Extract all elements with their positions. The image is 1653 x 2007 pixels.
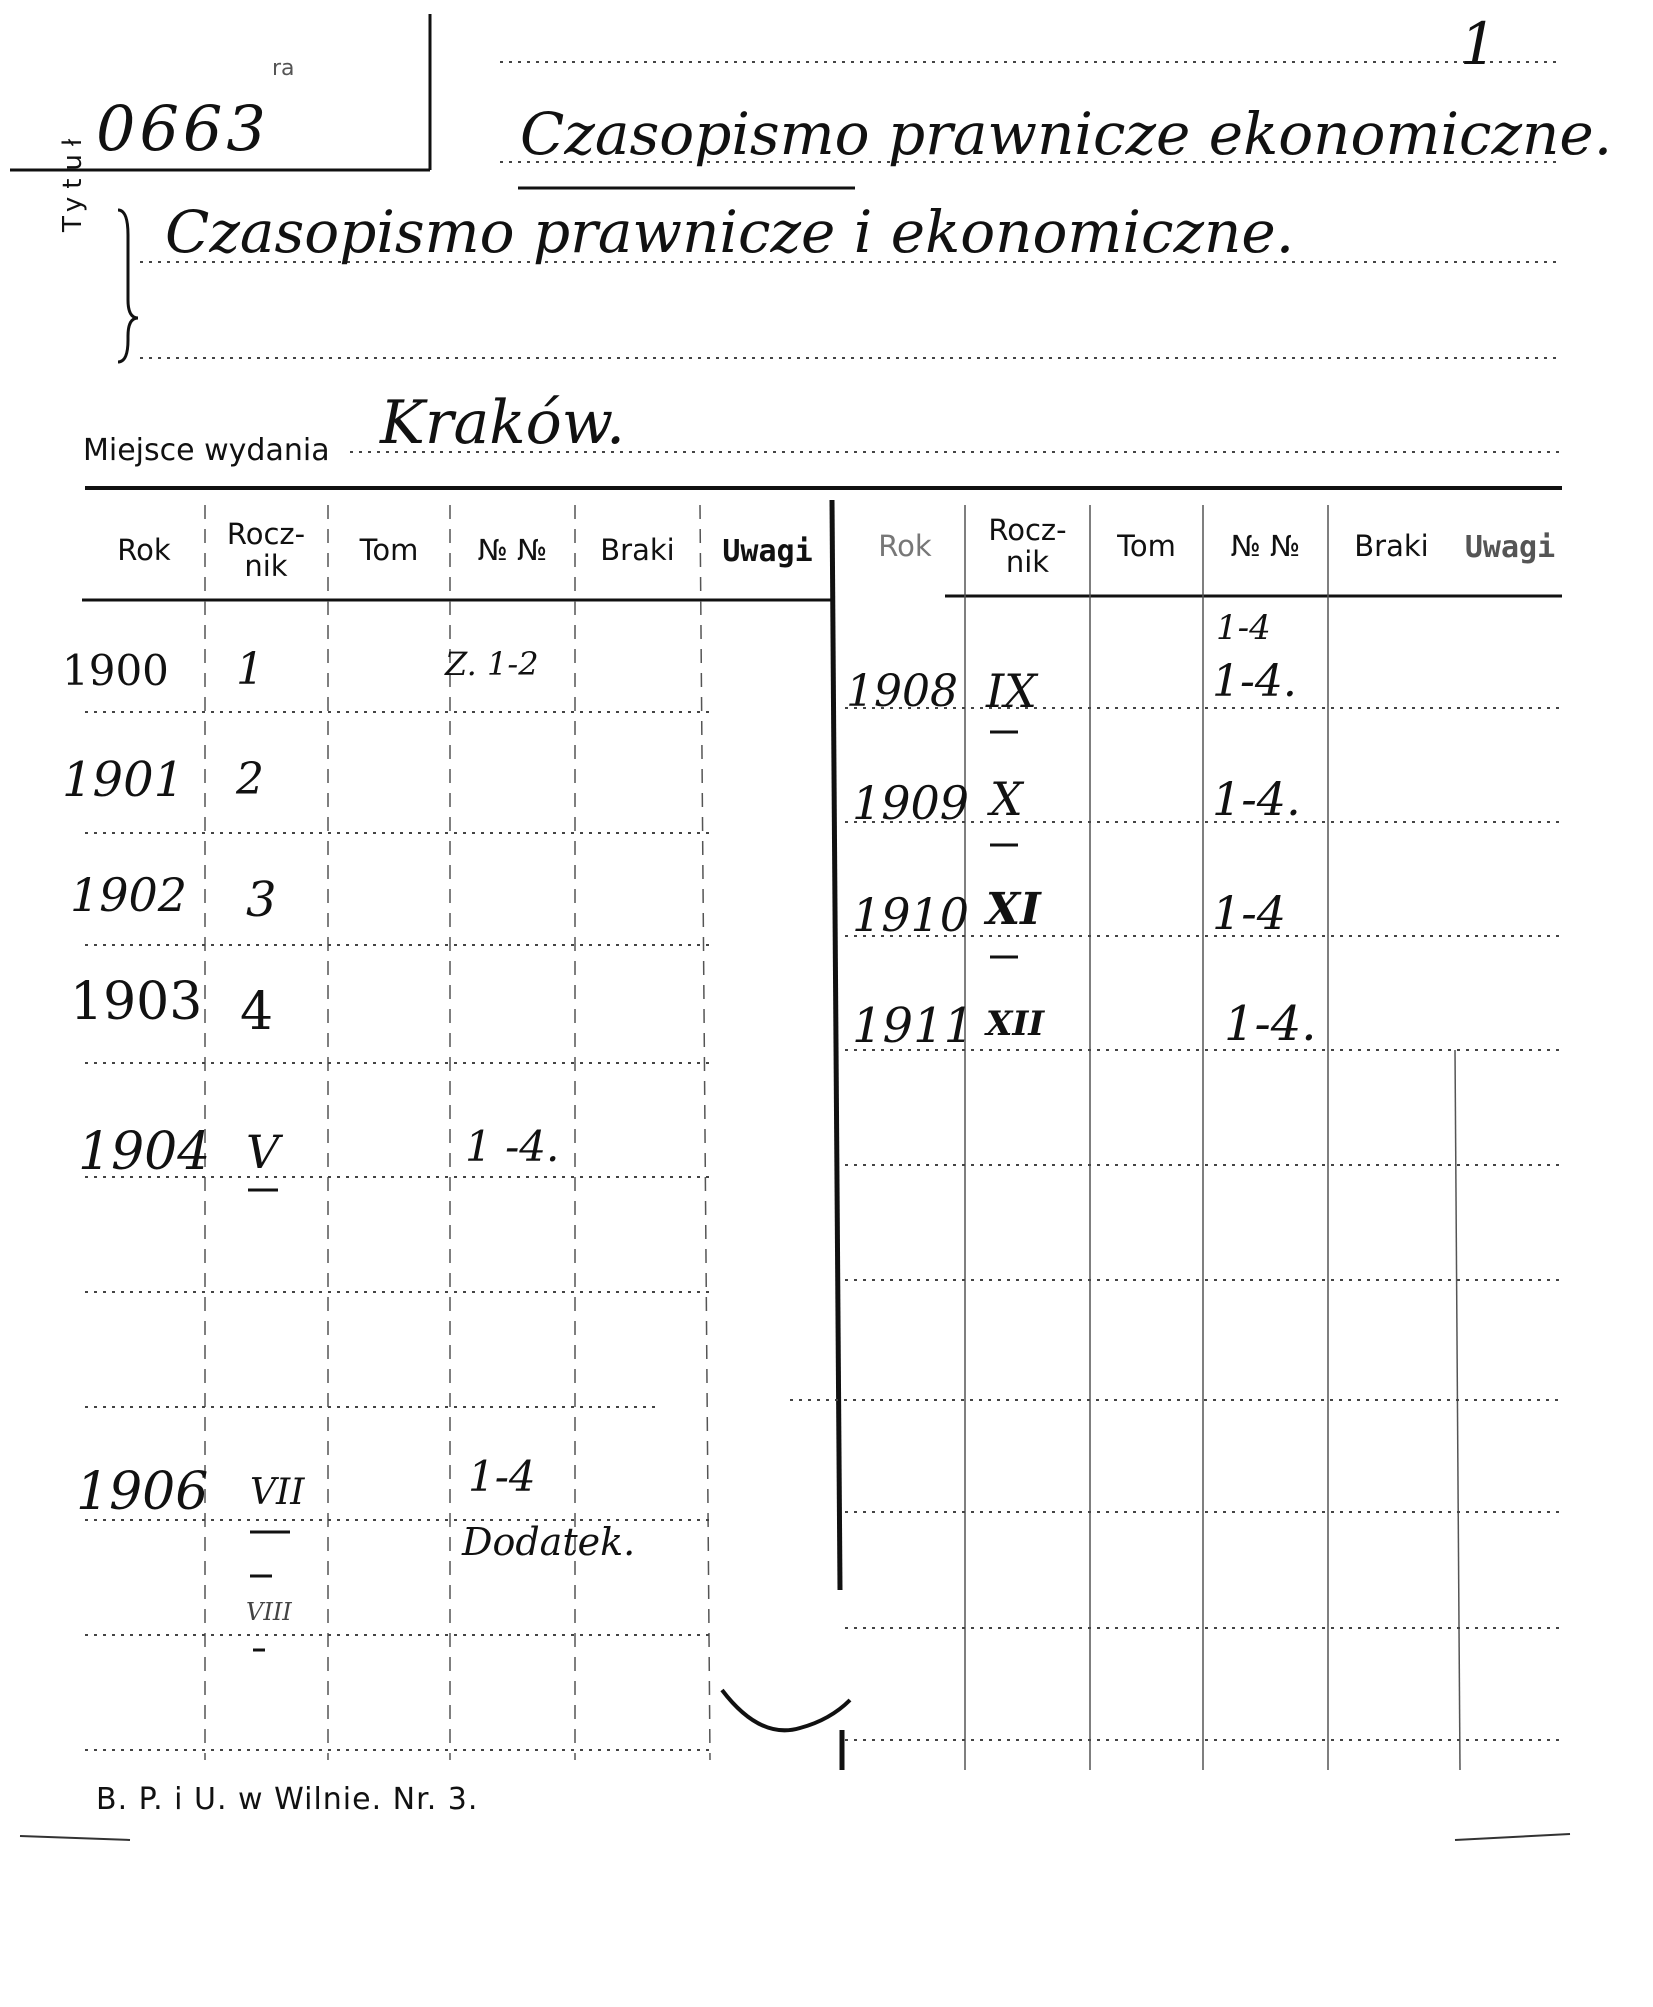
header-tom-right: Tom (1117, 529, 1176, 563)
header-rocznik-right: Rocz- nik (988, 513, 1067, 579)
header-uwagi-right: Uwagi (1464, 530, 1556, 565)
header-nrs-right: № № (1230, 529, 1301, 563)
left-row-6-rok: 1906 (76, 1462, 209, 1522)
place-label: Miejsce wydania (83, 433, 330, 468)
card-title: Czasopismo prawnicze i ekonomiczne. (165, 198, 1295, 266)
card-footer: B. P. i U. w Wilnie. Nr. 3. (96, 1782, 479, 1817)
ink-curl-mark (722, 1690, 850, 1730)
header-uwagi-left: Uwagi (722, 534, 813, 569)
right-row-1-nrs-extra: 1-4. (1212, 656, 1297, 707)
col-line (700, 505, 710, 1760)
right-row-2-rok: 1909 (852, 776, 970, 830)
left-row-5-nrs: 1 -4. (465, 1122, 560, 1171)
right-row-2-rocznik: X (990, 772, 1023, 826)
left-row-6-rocznik-extra: VIII (246, 1598, 292, 1626)
number-label: ra (272, 56, 295, 81)
left-row-5-rocznik: V (246, 1125, 280, 1179)
header-tom-left: Tom (359, 533, 419, 567)
left-row-6-nrs: 1-4 (468, 1452, 536, 1501)
left-row-1-rok: 1900 (62, 646, 169, 695)
place-value: Kraków. (380, 388, 626, 458)
right-row-4-rok: 1911 (852, 998, 975, 1054)
left-row-6-nrs-extra: Dodatek. (462, 1520, 636, 1564)
left-row-4-rocznik: 4 (240, 982, 274, 1042)
right-row-4-rocznik: XII (986, 1004, 1045, 1044)
left-row-2-rocznik: 2 (236, 754, 264, 805)
right-row-1-rocznik: IX (986, 664, 1037, 718)
left-row-1-rocznik: 1 (236, 644, 264, 695)
left-row-3-rocznik: 3 (246, 872, 277, 928)
header-braki-left: Braki (600, 533, 675, 567)
right-row-3-rok: 1910 (852, 888, 970, 942)
middle-divider (832, 500, 840, 1590)
title-brace (118, 210, 138, 362)
edge-stroke (20, 1836, 130, 1840)
corner-mark: 1 (1460, 10, 1497, 78)
right-row-1-nrs: 1-4 (1216, 608, 1271, 648)
numeral-bars (248, 732, 1018, 1650)
left-row-3-rok: 1902 (70, 868, 188, 922)
header-nrs-left: № № (477, 533, 548, 567)
row-lines (85, 708, 1562, 1750)
card-number: 0663 (96, 92, 270, 165)
header-braki-right: Braki (1354, 529, 1429, 563)
edge-stroke-right (1455, 1834, 1570, 1840)
header-rok-left: Rok (117, 533, 171, 567)
title-label: Tytuł (58, 130, 88, 232)
right-row-3-rocznik: XI (986, 884, 1041, 935)
right-row-2-nrs: 1-4. (1212, 772, 1301, 826)
header-rok-right: Rok (878, 529, 932, 563)
left-row-6-rocznik: VII (250, 1472, 305, 1513)
col-line (1455, 1050, 1460, 1770)
left-row-4-rok: 1903 (70, 972, 203, 1032)
right-row-3-nrs: 1-4 (1212, 886, 1287, 940)
left-row-5-rok: 1904 (78, 1122, 211, 1182)
left-row-2-rok: 1901 (62, 752, 185, 808)
left-row-1-nrs: Z. 1-2 (445, 645, 539, 683)
card-heading: Czasopismo prawnicze ekonomiczne. (520, 100, 1613, 168)
header-rocznik-left: Rocz- nik (226, 517, 306, 583)
right-row-1-rok: 1908 (846, 666, 958, 717)
right-row-4-nrs: 1-4. (1224, 996, 1317, 1052)
